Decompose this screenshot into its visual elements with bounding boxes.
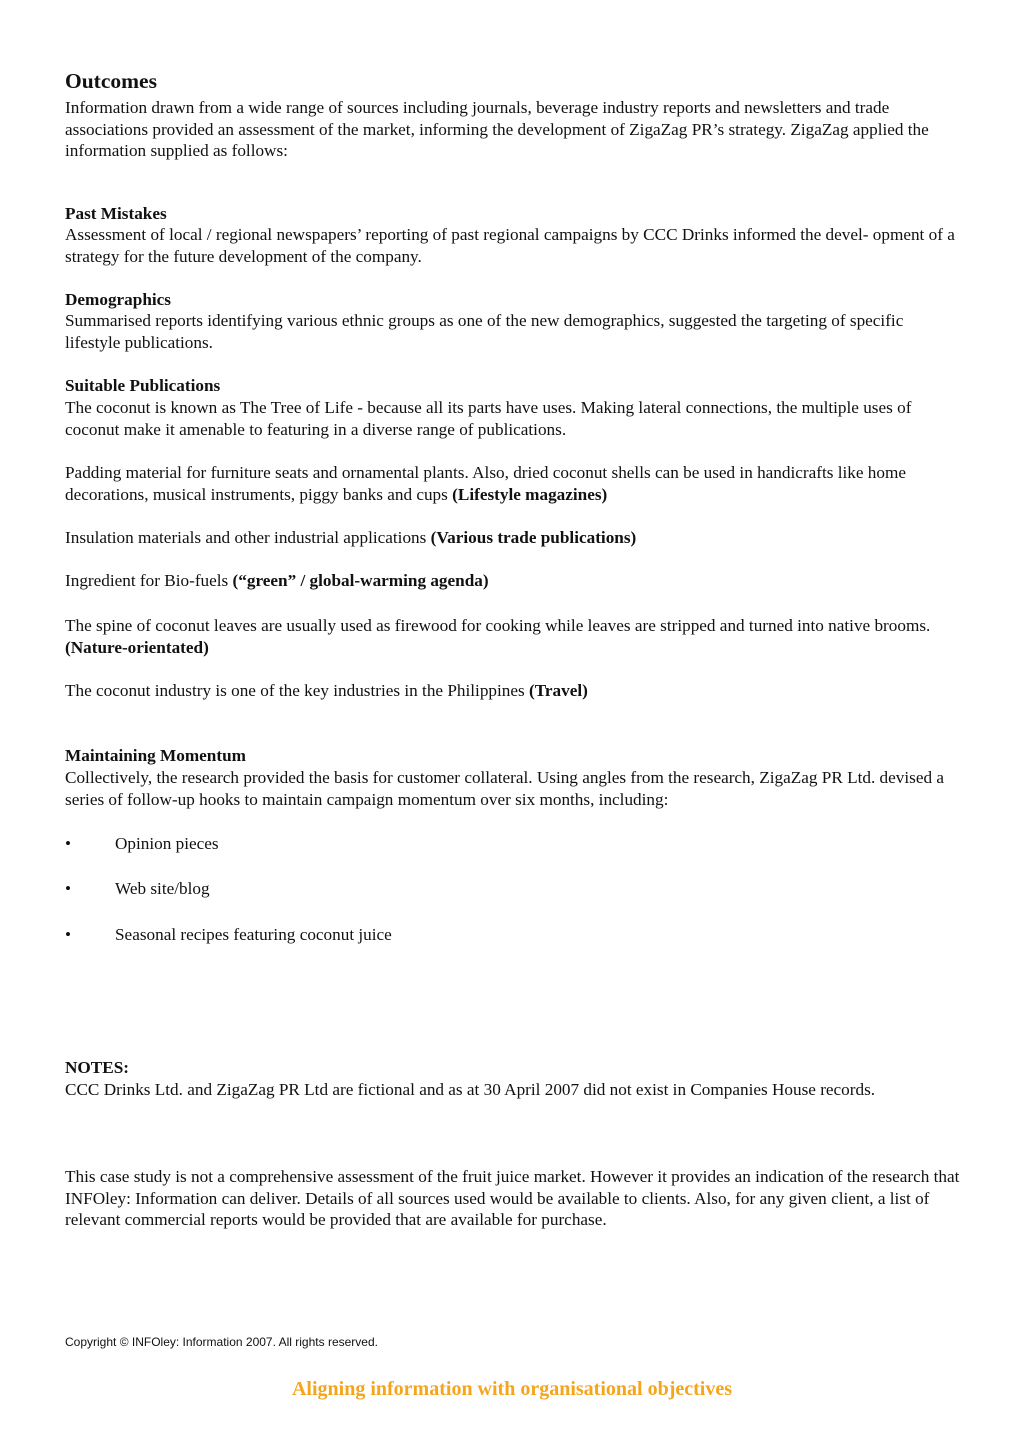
maintaining-momentum-heading: Maintaining Momentum	[65, 746, 246, 765]
notes-body: CCC Drinks Ltd. and ZigaZag PR Ltd are fictional and as at 30 April 2007 did not exist in Companies House records.	[65, 1080, 876, 1099]
publication-item-text: The coconut industry is one of the key industries in the Philippines	[65, 681, 525, 700]
copyright-notice: Copyright © INFOley: Information 2007. All rights reserved.	[65, 1335, 378, 1349]
demographics-body: Summarised reports identifying various ethnic groups as one of the new demographics, suggested the targeting of specific lifestyle publications.	[65, 311, 904, 352]
notes-disclaimer: This case study is not a comprehensive assessment of the fruit juice market. However it provides an indication of the research that INFOley: Information can deliver. Details of all sources used would be available to clients. Also, for any given client, a list of relevant commercial reports would be provided that are available for purchase.	[65, 1167, 960, 1229]
publication-item-text: Insulation materials and other industrial applications	[65, 528, 427, 547]
bullet-icon: •	[65, 834, 72, 853]
list-item-text: Web site/blog	[115, 879, 210, 898]
publication-item	[65, 615, 960, 658]
publication-item	[65, 527, 960, 549]
publication-item-tag: (Various trade publications)	[430, 528, 637, 547]
publication-item-text: Padding material for furniture seats and ornamental plants. Also, dried coconut shells can be used in handicrafts like home decorations, musical instruments, piggy banks and cups	[65, 463, 906, 504]
list-item-text: Opinion pieces	[115, 834, 219, 853]
publication-item-text: Ingredient for Bio-fuels	[65, 571, 229, 590]
notes-heading: NOTES:	[65, 1058, 129, 1077]
list-item-text: Seasonal recipes featuring coconut juice	[115, 925, 392, 944]
past-mistakes-body: Assessment of local / regional newspapers’ reporting of past regional campaigns by CCC Drinks informed the devel- opment of a strategy for the future development of the company.	[65, 225, 955, 266]
publication-item	[65, 680, 960, 702]
publication-item	[65, 462, 960, 505]
footer-tagline: Aligning information with organisational objectives	[291, 1378, 732, 1400]
maintaining-momentum-body: Collectively, the research provided the basis for customer collateral. Using angles from the research, ZigaZag PR Ltd. devised a series of follow-up hooks to maintain campaign momentum over six months, including:	[65, 768, 944, 809]
publication-item	[65, 570, 960, 592]
publication-item-tag: (Nature-orientated)	[65, 637, 209, 657]
past-mistakes-heading: Past Mistakes	[65, 204, 167, 223]
suitable-publications-heading: Suitable Publications	[65, 376, 221, 395]
demographics-heading: Demographics	[65, 290, 171, 309]
outcomes-heading: Outcomes	[65, 69, 157, 93]
bullet-icon: •	[65, 925, 72, 944]
suitable-publications-body: The coconut is known as The Tree of Life - because all its parts have uses. Making lateral connections, the multiple uses of coconut make it amenable to featuring in a diverse range of publications.	[65, 398, 912, 439]
bullet-icon: •	[65, 879, 72, 898]
publication-item-tag: (“green” / global-warming agenda)	[232, 571, 489, 590]
publication-item-tag: (Lifestyle magazines)	[452, 484, 608, 504]
publication-item-tag: (Travel)	[529, 681, 588, 700]
publication-item-text: The spine of coconut leaves are usually used as firewood for cooking while leaves are stripped and turned into native brooms.	[65, 616, 931, 635]
outcomes-intro: Information drawn from a wide range of sources including journals, beverage industry reports and newsletters and trade associations provided an assessment of the market, informing the development of ZigaZag PR’s strategy. ZigaZag applied the information supplied as follows:	[65, 98, 929, 160]
